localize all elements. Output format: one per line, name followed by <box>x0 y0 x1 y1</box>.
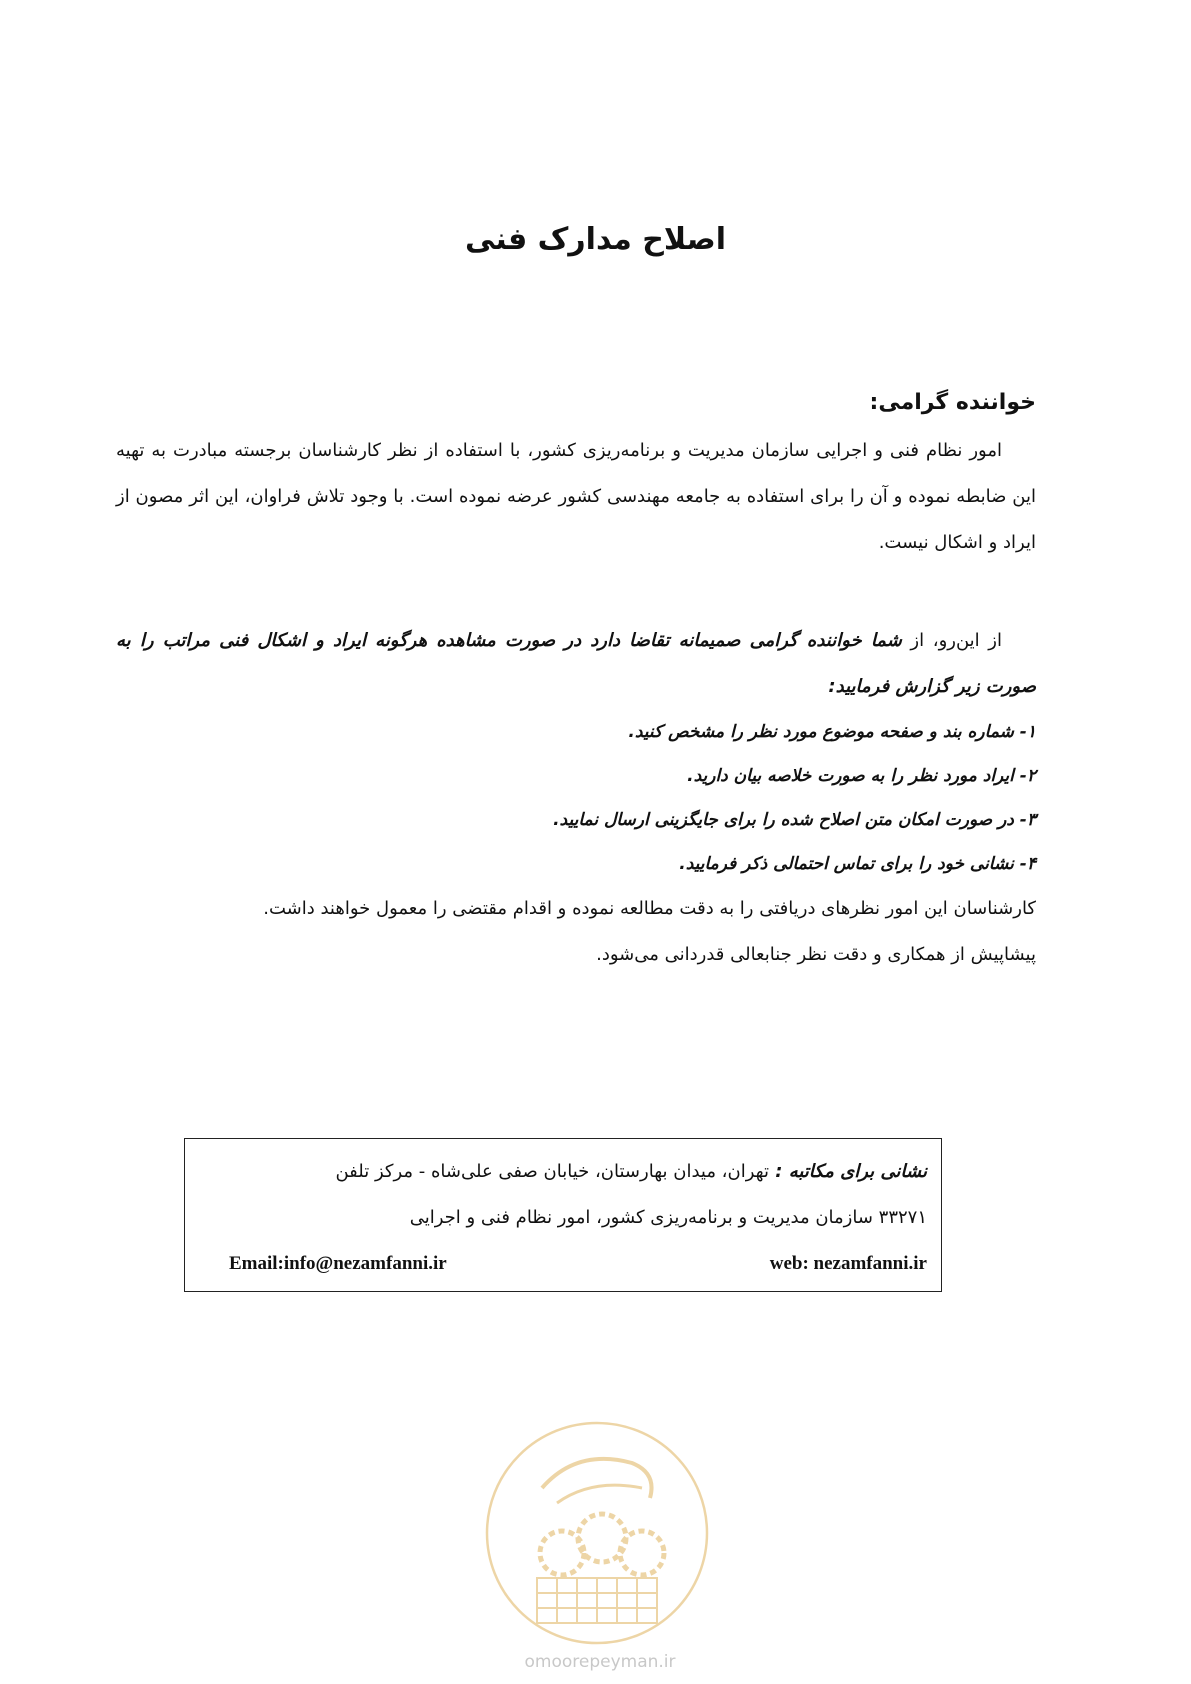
contact-org-line: ۳۳۲۷۱ سازمان مدیریت و برنامه‌ریزی کشور، امور نظام فنی و اجرایی <box>409 1207 927 1228</box>
greeting-heading: خواننده گرامی: <box>869 390 1036 415</box>
contact-address-line <box>199 1149 927 1195</box>
watermark-logo <box>482 1418 712 1648</box>
intro-paragraph: امور نظام فنی و اجرایی سازمان مدیریت و برنامه‌ریزی کشور، با استفاده از نظر کارشناسان برجسته مبادرت به تهیه این ضابطه نموده و آن را برای استفاده به جامعه مهندسی کشور عرضه نموده است. با وجود تلاش فراوان، این اثر مصون از ایراد و اشکال نیست. <box>116 440 1036 553</box>
contact-web-row <box>199 1241 927 1287</box>
list-item: ۱- شماره بند و صفحه موضوع مورد نظر را مشخص کنید. <box>628 722 1036 742</box>
request-lead: از این‌رو، از <box>901 630 1002 651</box>
contact-address: تهران، میدان بهارستان، خیابان صفی علی‌شاه - مرکز تلفن <box>335 1161 769 1182</box>
page-title: اصلاح مدارک فنی <box>465 222 726 257</box>
closing-paragraph-1: کارشناسان این امور نظرهای دریافتی را به دقت مطالعه نموده و اقدام مقتضی را معمول خواهند داشت. <box>263 898 1036 919</box>
website-link[interactable]: web: nezamfanni.ir <box>769 1253 927 1274</box>
list-item: ۲- ایراد مورد نظر را به صورت خلاصه بیان دارید. <box>687 766 1036 786</box>
list-item: ۴- نشانی خود را برای تماس احتمالی ذکر فرمایید. <box>679 854 1036 874</box>
closing-paragraph-2: پیشاپیش از همکاری و دقت نظر جنابعالی قدردانی می‌شود. <box>596 944 1036 965</box>
watermark-url: omoorepeyman.ir <box>524 1652 676 1672</box>
request-paragraph <box>116 618 1036 710</box>
request-emphasis: شما خواننده گرامی صمیمانه تقاضا دارد در صورت مشاهده هرگونه ایراد و اشکال فنی مراتب را به صورت زیر گزارش فرمایید: <box>116 630 1036 697</box>
contact-box <box>184 1138 942 1292</box>
instruction-list <box>116 710 1036 886</box>
main-content <box>116 380 1036 978</box>
list-item: ۳- در صورت امکان متن اصلاح شده را برای جایگزینی ارسال نمایید. <box>553 810 1036 830</box>
contact-label: نشانی برای مکاتبه : <box>768 1161 927 1182</box>
email-link[interactable]: Email:info@nezamfanni.ir <box>229 1253 447 1274</box>
